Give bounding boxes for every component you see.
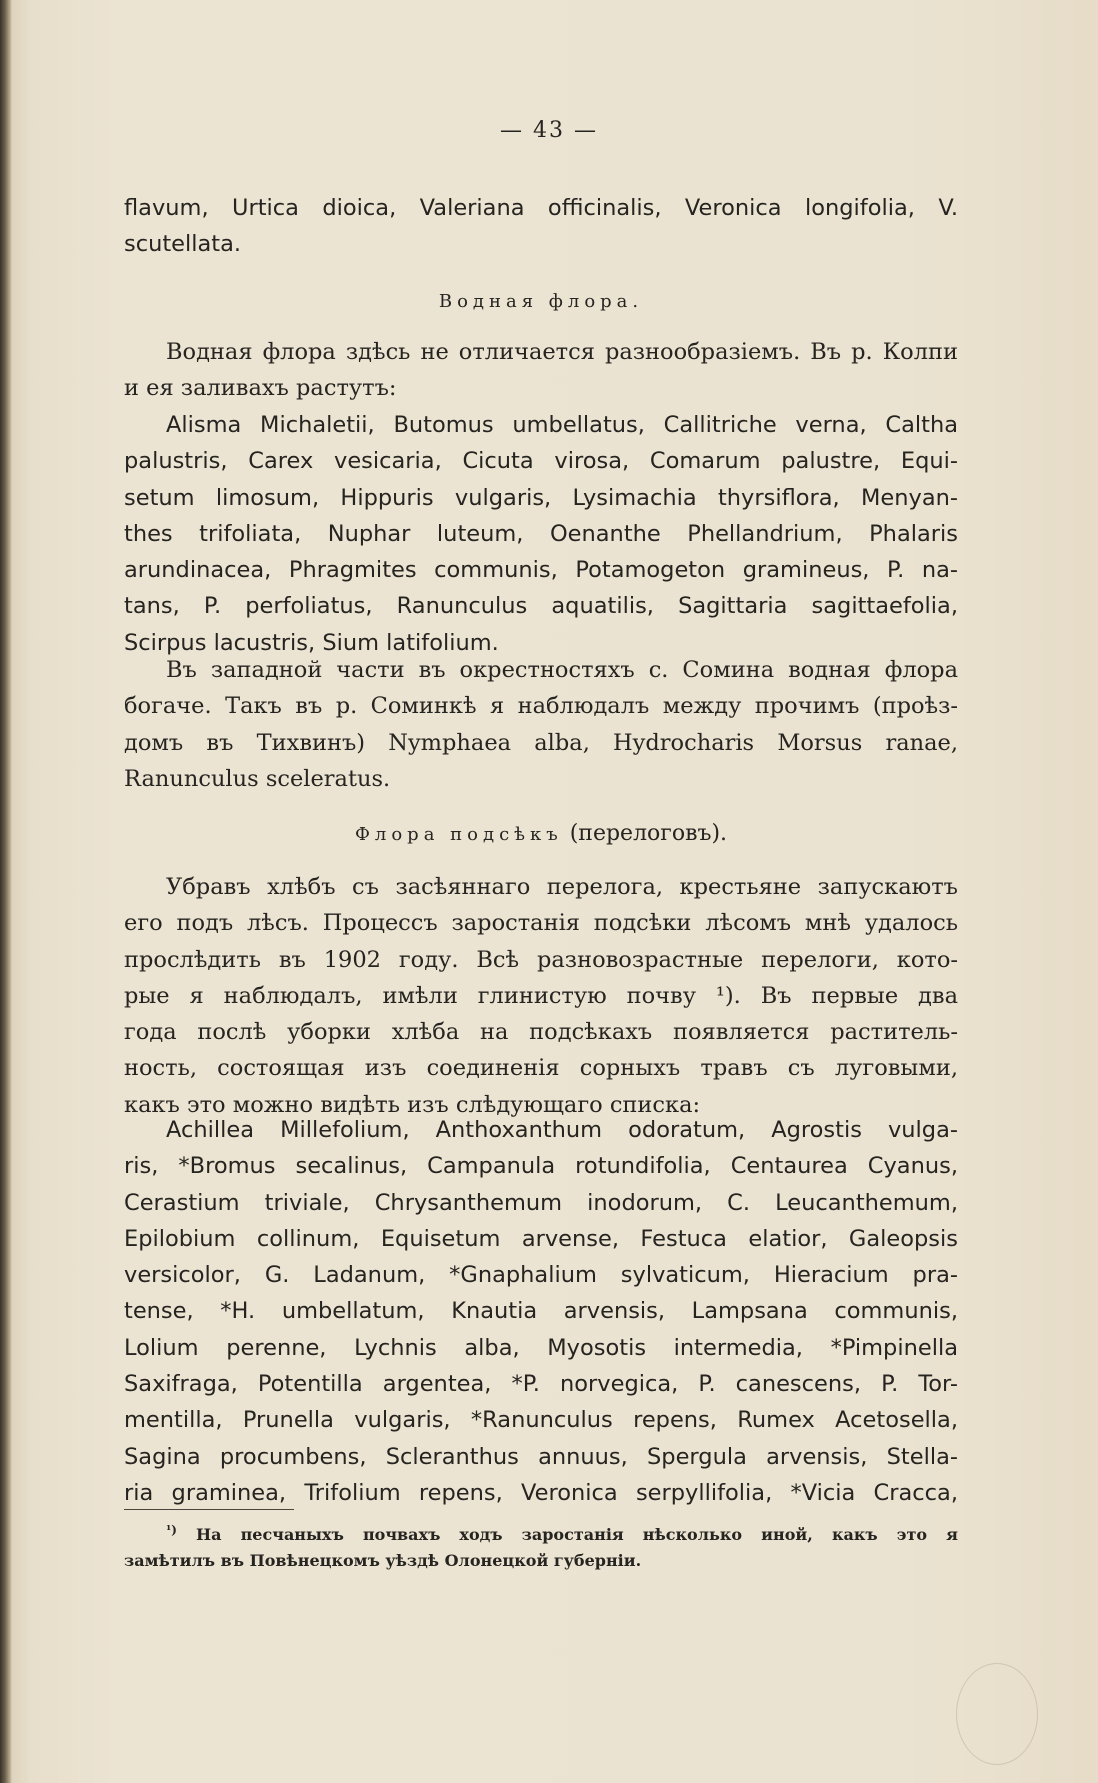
text-line: tans, P. perfoliatus, Ranunculus aquatilis, Sagittaria sagittaefolia, xyxy=(124,593,958,620)
section-heading-clearing-flora xyxy=(124,816,958,853)
text-line: Lolium perenne, Lychnis alba, Myosotis intermedia, *Pimpinella xyxy=(124,1334,958,1361)
text-line: Sagina procumbens, Scleranthus annuus, Spergula arvensis, Stella- xyxy=(124,1443,958,1470)
footnote-line xyxy=(124,1517,958,1548)
text-line: и ея заливахъ растутъ: xyxy=(124,375,397,402)
text-line: Epilobium collinum, Equisetum arvense, Festuca elatior, Galeopsis xyxy=(124,1225,958,1252)
text-line: setum limosum, Hippuris vulgaris, Lysimachia thyrsiflora, Menyan- xyxy=(124,484,958,511)
text-line: Scirpus lacustris, Sium latifolium. xyxy=(124,629,499,656)
footnote xyxy=(124,1517,958,1574)
paragraph xyxy=(124,652,958,797)
text-line: Въ западной части въ окрестностяхъ с. Сомина водная флора xyxy=(166,657,958,683)
text-line: года послѣ уборки хлѣба на подсѣкахъ появляется раститель- xyxy=(124,1019,958,1046)
footnote-divider xyxy=(124,1509,294,1510)
text-line: Водная флора здѣсь не отличается разнообразіемъ. Въ р. Колпи xyxy=(166,339,958,365)
text-line: прослѣдить въ 1902 году. Всѣ разновозрастные перелоги, кото- xyxy=(124,946,958,973)
text-line: arundinacea, Phragmites communis, Potamogeton gramineus, P. na- xyxy=(124,557,958,584)
text-line: какъ это можно видѣть изъ слѣдующаго списка: xyxy=(124,1091,701,1118)
text-line: versicolor, G. Ladanum, *Gnaphalium sylvaticum, Hieracium pra- xyxy=(124,1262,958,1289)
text-line: ность, состоящая изъ соединенія сорныхъ травъ съ луговыми, xyxy=(124,1055,958,1082)
text-line: tense, *H. umbellatum, Knautia arvensis, Lampsana communis, xyxy=(124,1298,958,1325)
text-line: mentilla, Prunella vulgaris, *Ranunculus repens, Rumex Acetosella, xyxy=(124,1407,958,1434)
footnote-line: замѣтилъ въ Повѣнецкомъ уѣздѣ Олонецкой губерніи. xyxy=(124,1551,642,1570)
section-heading-water-flora: Водная флора. xyxy=(438,291,644,312)
species-list-water xyxy=(124,407,958,661)
species-list-clearings xyxy=(124,1112,958,1511)
text-line: Achillea Millefolium, Anthoxanthum odoratum, Agrostis vulga- xyxy=(166,1117,958,1143)
text-line: Ranunculus sceleratus. xyxy=(124,765,391,792)
book-binding-edge xyxy=(0,0,12,1783)
continuation-text xyxy=(124,190,958,263)
text-line: Alisma Michaletii, Butomus umbellatus, Callitriche verna, Caltha xyxy=(166,412,958,438)
page-number: — 43 — xyxy=(500,118,598,143)
paper-stain xyxy=(956,1663,1038,1765)
text-line: рые я наблюдалъ, имѣли глинистую почву ¹). Въ первые два xyxy=(124,982,958,1009)
text-line: ria graminea, Trifolium repens, Veronica serpyllifolia, *Vicia Cracca, xyxy=(124,1479,958,1506)
text-line: домъ въ Тихвинъ) Nymphaea alba, Hydrocharis Morsus ranae, xyxy=(124,729,958,756)
text-line: богаче. Такъ въ р. Соминкѣ я наблюдалъ между прочимъ (проѣз- xyxy=(124,693,958,720)
text-line: Cerastium triviale, Chrysanthemum inodorum, C. Leucanthemum, xyxy=(124,1189,958,1216)
text-line: Убравъ хлѣбъ съ засѣяннаго перелога, крестьяне запускаютъ xyxy=(166,874,958,900)
text-line: ris, *Bromus secalinus, Campanula rotundifolia, Centaurea Cyanus, xyxy=(124,1153,958,1180)
footnote-marker: ¹) xyxy=(166,1523,177,1537)
heading-spaced-text: Флора подсѣкъ xyxy=(354,824,563,845)
text-line: thes trifoliata, Nuphar luteum, Oenanthe Phellandrium, Phalaris xyxy=(124,520,958,547)
text-line: palustris, Carex vesicaria, Cicuta virosa, Comarum palustre, Equi- xyxy=(124,448,958,475)
paragraph xyxy=(124,334,958,407)
text-line: Saxifraga, Potentilla argentea, *P. norvegica, P. canescens, P. Tor- xyxy=(124,1371,958,1398)
heading-rest-text: (перелоговъ). xyxy=(562,821,728,846)
text-line: scutellata. xyxy=(124,231,242,258)
paragraph xyxy=(124,869,958,1123)
footnote-text: На песчаныхъ почвахъ ходъ заростанія нѣсколько иной, какъ это я xyxy=(196,1525,958,1544)
text-line: flavum, Urtica dioica, Valeriana officinalis, Veronica longifolia, V. xyxy=(124,195,958,221)
text-line: его подъ лѣсъ. Процессъ заростанія подсѣки лѣсомъ мнѣ удалось xyxy=(124,910,958,937)
